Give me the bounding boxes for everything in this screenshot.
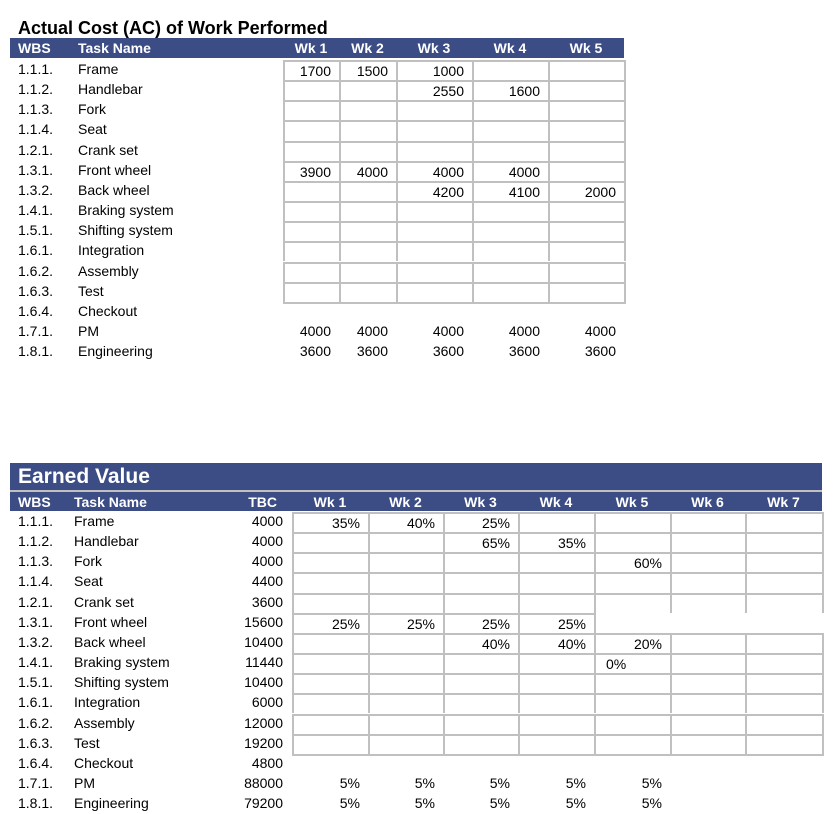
- ac-cell-week-2[interactable]: [339, 120, 396, 140]
- ev-table-title-bar: [10, 463, 822, 490]
- ac-cell-week-2[interactable]: [339, 181, 396, 201]
- wbs-code: 1.8.1.: [18, 795, 54, 812]
- ac-cell-week-4[interactable]: 4000: [472, 161, 548, 181]
- task-name: Integration: [74, 694, 141, 711]
- ac-cell-week-1[interactable]: [283, 262, 339, 282]
- task-name: Back wheel: [78, 181, 150, 198]
- ac-cell-week-2[interactable]: [339, 100, 396, 120]
- wbs-code: 1.6.4.: [18, 754, 54, 771]
- ev-cell-week-7[interactable]: [745, 532, 824, 552]
- ev-cell-week-4[interactable]: 40%: [518, 633, 594, 653]
- ac-cell-week-3[interactable]: 4200: [396, 181, 472, 201]
- tbc-value: 3600: [251, 593, 283, 610]
- wbs-code: 1.2.1.: [18, 141, 54, 158]
- ev-cell-week-1[interactable]: [292, 572, 368, 592]
- ev-cell-week-2[interactable]: [368, 673, 443, 693]
- tbc-value: 88000: [244, 774, 283, 791]
- ev-cell-week-2[interactable]: 25%: [368, 613, 443, 633]
- ac-cell-week-2[interactable]: 4000: [339, 161, 396, 181]
- ev-cell-week-5[interactable]: 60%: [594, 552, 670, 572]
- column-header-week-5: Wk 5: [569, 40, 603, 56]
- ev-cell-week-7[interactable]: [745, 633, 824, 653]
- tbc-value: 10400: [244, 674, 283, 691]
- column-header-week-2: Wk 2: [351, 40, 384, 56]
- ev-cell-week-3[interactable]: 25%: [443, 512, 518, 532]
- task-name: Fork: [74, 553, 102, 570]
- wbs-code: 1.4.1.: [18, 202, 54, 219]
- task-name: Seat: [74, 573, 103, 590]
- ev-cell-week-7[interactable]: [745, 572, 824, 592]
- ac-cell-week-5[interactable]: [548, 161, 626, 181]
- ac-cell-week-5[interactable]: [548, 282, 626, 304]
- ac-cell-week-4[interactable]: [472, 262, 548, 282]
- ev-cell-week-1[interactable]: 25%: [292, 613, 368, 633]
- ev-cell-week-2[interactable]: [368, 633, 443, 653]
- ac-cell-week-1[interactable]: [283, 241, 339, 261]
- ev-cell-week-7[interactable]: [745, 552, 824, 572]
- wbs-code: 1.5.1.: [18, 674, 54, 691]
- task-name: PM: [78, 322, 99, 339]
- ev-cell-week-2[interactable]: [368, 693, 443, 713]
- wbs-code: 1.3.2.: [18, 181, 54, 198]
- ev-cell-week-7[interactable]: [745, 714, 824, 734]
- ac-cell-week-1[interactable]: [283, 181, 339, 201]
- ev-cell-week-2[interactable]: [368, 552, 443, 572]
- task-name: Frame: [78, 61, 119, 77]
- task-name: Shifting system: [78, 222, 173, 239]
- wbs-code: 1.1.1.: [18, 513, 54, 529]
- ac-cell-week-2[interactable]: [339, 201, 396, 221]
- column-header-tbc: TBC: [248, 494, 277, 510]
- column-header-week-2: Wk 2: [389, 494, 422, 510]
- ev-cell-week-6[interactable]: [670, 552, 745, 572]
- ac-cell-week-5[interactable]: [548, 80, 626, 100]
- tbc-value: 4800: [251, 754, 283, 771]
- column-header-week-5: Wk 5: [615, 494, 649, 510]
- task-name: Handlebar: [78, 81, 143, 98]
- task-name: Test: [78, 282, 104, 299]
- column-header-wbs: WBS: [18, 40, 51, 56]
- tbc-value: 19200: [244, 734, 283, 751]
- ev-cell-week-1[interactable]: [292, 653, 368, 673]
- ac-cell-week-5[interactable]: [548, 201, 626, 221]
- ac-cell-week-4[interactable]: [472, 201, 548, 221]
- ev-cell-week-1[interactable]: [292, 593, 368, 613]
- wbs-code: 1.6.2.: [18, 714, 54, 731]
- ev-cell-week-1[interactable]: [292, 673, 368, 693]
- ev-cell-week-5: 5%: [641, 795, 662, 812]
- ac-cell-week-5[interactable]: [548, 221, 626, 241]
- ev-cell-week-3[interactable]: 40%: [443, 633, 518, 653]
- wbs-code: 1.3.2.: [18, 633, 54, 650]
- ac-cell-week-1[interactable]: [283, 221, 339, 241]
- ac-cell-week-5[interactable]: [548, 141, 626, 161]
- ev-cell-week-4[interactable]: [518, 653, 594, 673]
- column-header-wbs: WBS: [18, 494, 51, 510]
- ac-cell-week-3[interactable]: [396, 141, 472, 161]
- ac-cell-week-3[interactable]: [396, 201, 472, 221]
- ac-cell-week-4[interactable]: 1600: [472, 80, 548, 100]
- task-name: Assembly: [74, 714, 135, 731]
- ev-cell-week-6[interactable]: [670, 714, 745, 734]
- column-header-week-4: Wk 4: [539, 494, 573, 510]
- ev-cell-week-1[interactable]: [292, 532, 368, 552]
- task-name: Braking system: [74, 654, 170, 671]
- ev-cell-week-6[interactable]: [670, 653, 745, 673]
- column-header-task-name: Task Name: [74, 494, 147, 510]
- ac-cell-week-4[interactable]: [472, 100, 548, 120]
- ac-cell-week-3[interactable]: 4000: [396, 161, 472, 181]
- column-header-week-4: Wk 4: [493, 40, 527, 56]
- ev-cell-week-3[interactable]: [443, 673, 518, 693]
- ev-cell-week-4[interactable]: [518, 714, 594, 734]
- ev-cell-week-4[interactable]: [518, 512, 594, 532]
- ac-cell-week-5[interactable]: [548, 241, 626, 261]
- ac-cell-week-2[interactable]: [339, 241, 396, 261]
- ac-cell-week-1[interactable]: [283, 201, 339, 221]
- wbs-code: 1.6.1.: [18, 242, 54, 259]
- column-header-week-7: Wk 7: [767, 494, 800, 510]
- ev-cell-week-2: 5%: [414, 774, 435, 791]
- ac-cell-week-1[interactable]: [283, 120, 339, 140]
- ev-cell-week-7[interactable]: [745, 653, 824, 673]
- ac-cell-week-3[interactable]: [396, 221, 472, 241]
- wbs-code: 1.1.4.: [18, 573, 54, 590]
- task-name: Assembly: [78, 262, 139, 279]
- wbs-code: 1.1.3.: [18, 553, 54, 570]
- column-header-week-3: Wk 3: [464, 494, 497, 510]
- ev-cell-week-3[interactable]: [443, 593, 518, 613]
- ac-cell-week-3[interactable]: 2550: [396, 80, 472, 100]
- wbs-code: 1.7.1.: [18, 774, 54, 791]
- ev-cell-week-7[interactable]: [745, 693, 824, 713]
- ev-cell-week-2[interactable]: [368, 572, 443, 592]
- ev-cell-week-5[interactable]: [594, 512, 670, 532]
- ev-cell-week-2[interactable]: [368, 593, 443, 613]
- wbs-code: 1.1.1.: [18, 61, 54, 77]
- ev-cell-week-2[interactable]: [368, 734, 443, 756]
- ev-cell-week-5[interactable]: [594, 572, 670, 592]
- ac-cell-week-5[interactable]: 2000: [548, 181, 626, 201]
- ev-cell-week-2[interactable]: [368, 653, 443, 673]
- ev-cell-week-5[interactable]: [594, 693, 670, 713]
- task-name: PM: [74, 774, 95, 791]
- ac-cell-week-3[interactable]: [396, 241, 472, 261]
- ac-cell-week-1: 3600: [299, 343, 331, 360]
- ev-cell-week-5[interactable]: [594, 673, 670, 693]
- task-name: Checkout: [78, 302, 138, 319]
- ev-cell-week-5[interactable]: [594, 734, 670, 756]
- ev-cell-week-3: 5%: [489, 795, 510, 812]
- task-name: Integration: [78, 242, 145, 259]
- wbs-code: 1.6.4.: [18, 302, 54, 319]
- ev-cell-week-7[interactable]: [745, 734, 824, 756]
- ev-cell-week-6[interactable]: [670, 512, 745, 532]
- ev-cell-week-4[interactable]: [518, 593, 594, 613]
- ev-cell-week-5: 5%: [641, 774, 662, 791]
- ac-cell-week-1[interactable]: 1700: [283, 60, 339, 80]
- task-name: Engineering: [74, 795, 149, 812]
- ev-cell-week-4[interactable]: [518, 673, 594, 693]
- ev-cell-week-2: 5%: [414, 795, 435, 812]
- ac-cell-week-5[interactable]: [548, 120, 626, 140]
- task-name: Test: [74, 734, 100, 751]
- ev-cell-week-5[interactable]: [594, 593, 670, 613]
- task-name: Frame: [74, 513, 115, 529]
- ev-cell-week-1: 5%: [339, 774, 360, 791]
- ev-cell-week-1[interactable]: 35%: [292, 512, 368, 532]
- tbc-value: 11440: [245, 654, 283, 671]
- ev-cell-week-1[interactable]: [292, 552, 368, 572]
- ev-cell-week-1[interactable]: [292, 734, 368, 756]
- task-name: Front wheel: [78, 161, 152, 178]
- ac-cell-week-5: 3600: [584, 343, 616, 360]
- wbs-code: 1.3.1.: [18, 613, 54, 630]
- ev-cell-week-1[interactable]: [292, 714, 368, 734]
- ev-cell-week-6[interactable]: [670, 572, 745, 592]
- ac-cell-week-5[interactable]: [548, 262, 626, 282]
- ev-cell-week-1[interactable]: [292, 633, 368, 653]
- ac-cell-week-4[interactable]: [472, 221, 548, 241]
- tbc-value: 79200: [244, 795, 283, 812]
- ev-cell-week-4[interactable]: [518, 693, 594, 713]
- ac-cell-week-3[interactable]: 1000: [396, 60, 472, 80]
- ac-cell-week-2[interactable]: [339, 262, 396, 282]
- ac-cell-week-4[interactable]: [472, 241, 548, 261]
- ac-cell-week-1[interactable]: [283, 80, 339, 100]
- ac-cell-week-2[interactable]: [339, 282, 396, 304]
- ac-cell-week-2: 3600: [356, 343, 388, 360]
- ev-cell-week-6[interactable]: [670, 693, 745, 713]
- ev-cell-week-6[interactable]: [670, 593, 745, 613]
- ev-table-header: [10, 492, 822, 511]
- ac-cell-week-3: 4000: [432, 322, 464, 339]
- ev-cell-week-3[interactable]: [443, 653, 518, 673]
- ac-cell-week-1[interactable]: 3900: [283, 161, 339, 181]
- ac-table-header: [10, 38, 624, 58]
- ev-cell-week-3[interactable]: [443, 552, 518, 572]
- ev-cell-week-7[interactable]: [745, 512, 824, 532]
- column-header-week-6: Wk 6: [691, 494, 724, 510]
- ev-cell-week-4[interactable]: 35%: [518, 532, 594, 552]
- wbs-code: 1.4.1.: [18, 654, 54, 671]
- ev-cell-week-4: 5%: [565, 774, 586, 791]
- ev-cell-week-1[interactable]: [292, 693, 368, 713]
- ac-cell-week-4[interactable]: 4100: [472, 181, 548, 201]
- tbc-value: 4000: [251, 533, 283, 550]
- task-name: Front wheel: [74, 613, 148, 630]
- ac-cell-week-1: 4000: [299, 322, 331, 339]
- task-name: Back wheel: [74, 633, 146, 650]
- ac-cell-week-1[interactable]: [283, 100, 339, 120]
- task-name: Braking system: [78, 202, 174, 219]
- tbc-value: 6000: [251, 694, 283, 711]
- ev-cell-week-6[interactable]: [670, 734, 745, 756]
- column-header-week-1: Wk 1: [294, 40, 328, 56]
- ev-cell-week-5[interactable]: [594, 532, 670, 552]
- ac-cell-week-4[interactable]: [472, 141, 548, 161]
- ev-cell-week-3: 5%: [489, 774, 510, 791]
- ac-cell-week-2[interactable]: [339, 221, 396, 241]
- wbs-code: 1.1.2.: [18, 533, 54, 550]
- ac-cell-week-2[interactable]: 1500: [339, 60, 396, 80]
- ac-cell-week-5[interactable]: [548, 100, 626, 120]
- wbs-code: 1.8.1.: [18, 343, 54, 360]
- ev-cell-week-6[interactable]: [670, 633, 745, 653]
- task-name: Fork: [78, 101, 106, 118]
- column-header-task-name: Task Name: [78, 40, 151, 56]
- tbc-value: 4000: [251, 553, 283, 570]
- ev-cell-week-4: 5%: [565, 795, 586, 812]
- ac-cell-week-2[interactable]: [339, 141, 396, 161]
- wbs-code: 1.1.4.: [18, 121, 54, 138]
- ac-cell-week-4: 3600: [508, 343, 540, 360]
- ev-cell-week-4[interactable]: [518, 552, 594, 572]
- wbs-code: 1.6.1.: [18, 694, 54, 711]
- wbs-code: 1.6.3.: [18, 734, 54, 751]
- ev-cell-week-3[interactable]: 65%: [443, 532, 518, 552]
- ev-cell-week-4[interactable]: [518, 734, 594, 756]
- ac-cell-week-4: 4000: [508, 322, 540, 339]
- wbs-code: 1.2.1.: [18, 593, 54, 610]
- wbs-code: 1.6.3.: [18, 282, 54, 299]
- task-name: Crank set: [78, 141, 138, 158]
- ac-cell-week-3[interactable]: [396, 120, 472, 140]
- ev-cell-week-5[interactable]: 20%: [594, 633, 670, 653]
- tbc-value: 10400: [244, 633, 283, 650]
- column-header-week-3: Wk 3: [417, 40, 451, 56]
- ev-cell-week-3[interactable]: [443, 693, 518, 713]
- task-name: Shifting system: [74, 674, 169, 691]
- wbs-code: 1.3.1.: [18, 161, 54, 178]
- ev-cell-week-1: 5%: [339, 795, 360, 812]
- task-name: Seat: [78, 121, 107, 138]
- ac-cell-week-2: 4000: [356, 322, 388, 339]
- wbs-code: 1.1.2.: [18, 81, 54, 98]
- ev-cell-week-4[interactable]: [518, 572, 594, 592]
- ev-cell-week-2[interactable]: 40%: [368, 512, 443, 532]
- ev-cell-week-5[interactable]: 0%: [594, 653, 670, 673]
- ev-cell-week-6[interactable]: [670, 532, 745, 552]
- wbs-code: 1.7.1.: [18, 322, 54, 339]
- wbs-code: 1.5.1.: [18, 222, 54, 239]
- ev-cell-week-2[interactable]: [368, 532, 443, 552]
- ev-cell-week-7[interactable]: [745, 673, 824, 693]
- task-name: Engineering: [78, 343, 153, 360]
- ac-cell-week-2[interactable]: [339, 80, 396, 100]
- task-name: Checkout: [74, 754, 134, 771]
- wbs-code: 1.6.2.: [18, 262, 54, 279]
- ev-cell-week-7[interactable]: [745, 593, 824, 613]
- ev-cell-week-4[interactable]: 25%: [518, 613, 596, 633]
- ev-cell-week-2[interactable]: [368, 714, 443, 734]
- ac-cell-week-4[interactable]: [472, 282, 548, 304]
- tbc-value: 15600: [244, 613, 283, 630]
- ac-cell-week-3[interactable]: [396, 262, 472, 282]
- tbc-value: 4400: [251, 573, 283, 590]
- ev-cell-week-6[interactable]: [670, 673, 745, 693]
- wbs-code: 1.1.3.: [18, 101, 54, 118]
- task-name: Handlebar: [74, 533, 139, 550]
- ev-cell-week-5[interactable]: [594, 714, 670, 734]
- ac-cell-week-1[interactable]: [283, 282, 339, 304]
- ac-cell-week-3: 3600: [432, 343, 464, 360]
- ac-cell-week-4[interactable]: [472, 60, 548, 80]
- ac-cell-week-5[interactable]: [548, 60, 626, 80]
- tbc-value: 4000: [251, 513, 283, 529]
- ac-cell-week-5: 4000: [584, 322, 616, 339]
- ev-cell-week-3[interactable]: [443, 572, 518, 592]
- task-name: Crank set: [74, 593, 134, 610]
- ev-cell-week-3[interactable]: 25%: [443, 613, 518, 633]
- tbc-value: 12000: [244, 714, 283, 731]
- ac-table-title: Actual Cost (AC) of Work Performed: [18, 18, 328, 38]
- ac-cell-week-1[interactable]: [283, 141, 339, 161]
- ev-table-title: Earned Value: [18, 465, 150, 488]
- ev-cell-week-3[interactable]: [443, 734, 518, 756]
- ac-cell-week-3[interactable]: [396, 100, 472, 120]
- ac-cell-week-3[interactable]: [396, 282, 472, 304]
- ev-cell-week-3[interactable]: [443, 714, 518, 734]
- column-header-week-1: Wk 1: [313, 494, 347, 510]
- ac-cell-week-4[interactable]: [472, 120, 548, 140]
